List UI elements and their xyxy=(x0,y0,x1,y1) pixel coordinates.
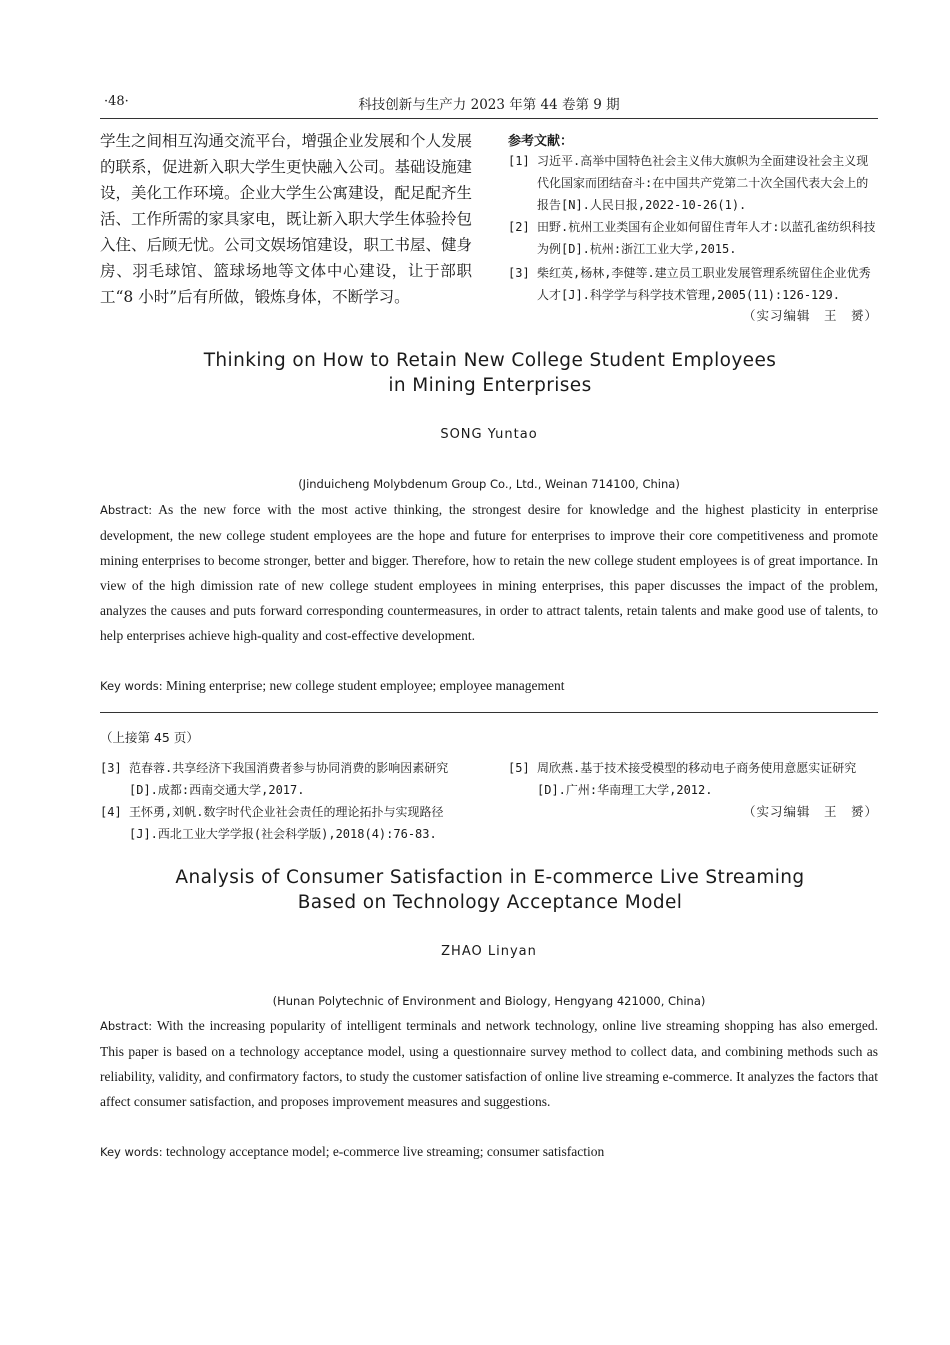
keywords-label: Key words: xyxy=(100,679,163,693)
keywords xyxy=(100,673,878,699)
affiliation: (Hunan Polytechnic of Environment and Biology, Hengyang 421000, China) xyxy=(272,994,706,1008)
editor-note: （实习编辑 王 赟） xyxy=(742,308,878,323)
keywords-text: technology acceptance model; e-commerce live streaming; consumer satisfaction xyxy=(166,1144,605,1159)
reference-number: [3] xyxy=(508,266,530,280)
title-line: Based on Technology Acceptance Model xyxy=(297,892,683,913)
author: ZHAO Linyan xyxy=(441,944,537,959)
page-number: ·48· xyxy=(104,94,129,109)
body-paragraph: 学生之间相互沟通交流平台，增强企业发展和个人发展的联系，促进新入职大学生更快融入公司。基础设施建设，美化工作环境。企业大学生公寓建设，配足配齐生活、工作所需的家具家电，既让新入职大学生体验拎包入住、后顾无忧。公司文娱场馆建设，职工书屋、健身房、羽毛球馆、篮球场地等文体中心建设，让于部职工“8 小时”后有所做，锻炼身体，不断学习。 xyxy=(100,132,473,306)
abstract xyxy=(100,497,878,648)
abstract-label: Abstract: xyxy=(100,1019,153,1033)
title-line: in Mining Enterprises xyxy=(388,375,592,396)
reference-number: [1] xyxy=(508,154,530,168)
abstract-text: With the increasing popularity of intelligent terminals and network technology, online live streaming shopping has also emerged. This paper is based on a technology acceptance model, using a questionnaire survey method to collect data, and combining methods such as reliability, validity, and confirmatory factors, to study the customer satisfaction of online live streaming e-commerce. It analyzes the factors that affect consumer satisfaction, and proposes improvement measures and suggestions. xyxy=(100,1018,878,1109)
reference-text: 田野.杭州工业类国有企业如何留住青年人才:以蓝孔雀纺织科技为例[D].杭州:浙江工业大学,2015. xyxy=(537,220,876,256)
keywords-label: Key words: xyxy=(100,1145,163,1159)
keywords xyxy=(100,1139,878,1165)
article-title xyxy=(150,865,830,915)
references-heading: 参考文献： xyxy=(508,134,574,149)
page-header xyxy=(100,92,878,119)
section-divider xyxy=(100,712,878,713)
reference-number: [5] xyxy=(508,761,530,775)
title-line: Thinking on How to Retain New College Student Employees xyxy=(203,350,777,371)
continued-note: （上接第 45 页） xyxy=(100,730,199,745)
abstract xyxy=(100,1013,878,1114)
abstract-label: Abstract: xyxy=(100,503,153,517)
reference-item xyxy=(508,150,878,216)
reference-number: [2] xyxy=(508,220,530,234)
reference-number: [3] xyxy=(100,761,122,775)
affiliation: (Jinduicheng Molybdenum Group Co., Ltd., Weinan 714100, China) xyxy=(298,477,680,491)
author: SONG Yuntao xyxy=(440,427,538,442)
body-text-column xyxy=(100,128,472,310)
editor-note: （实习编辑 王 赟） xyxy=(742,804,878,819)
abstract-text: As the new force with the most active thinking, the strongest desire for knowledge and the highest plasticity in enterprise development, the new college student employees are the hope and future for enterprises to improve their core competitiveness and promote mining enterprises to become stronger, better and bigger. Therefore, how to retain the new college student employees is of great importance. In view of the high dimission rate of new college student employees in mining enterprises, this paper discusses the impact of the problem, analyzes the causes and puts forward corresponding countermeasures, in order to attract talents, retain talents and make good use of talents, to help enterprises achieve high-quality and cost-effective development. xyxy=(100,502,878,643)
reference-text: 王怀勇,刘帆.数字时代企业社会责任的理论拓扑与实现路径[J].西北工业大学学报(社会科学版),2018(4):76-83. xyxy=(129,805,444,841)
reference-number: [4] xyxy=(100,805,122,819)
reference-item xyxy=(508,262,878,306)
reference-item xyxy=(100,801,472,845)
reference-item xyxy=(508,216,878,260)
article-title xyxy=(150,348,830,398)
keywords-text: Mining enterprise; new college student employee; employee management xyxy=(166,678,565,693)
reference-item xyxy=(508,757,878,801)
reference-text: 习近平.高举中国特色社会主义伟大旗帜为全面建设社会主义现代化国家而团结奋斗:在中国共产党第二十次全国代表大会上的报告[N].人民日报,2022-10-26(1). xyxy=(537,154,869,212)
title-line: Analysis of Consumer Satisfaction in E-commerce Live Streaming xyxy=(175,867,805,888)
journal-title: 科技创新与生产力 2023 年第 44 卷第 9 期 xyxy=(358,97,620,113)
reference-text: 范春蓉.共享经济下我国消费者参与协同消费的影响因素研究[D].成都:西南交通大学,2017. xyxy=(129,761,449,797)
reference-item xyxy=(100,757,472,801)
reference-text: 周欣燕.基于技术接受模型的移动电子商务使用意愿实证研究[D].广州:华南理工大学,2012. xyxy=(537,761,857,797)
reference-text: 柴红英,杨林,李健等.建立员工职业发展管理系统留住企业优秀人才[J].科学学与科学技术管理,2005(11):126-129. xyxy=(537,266,871,302)
